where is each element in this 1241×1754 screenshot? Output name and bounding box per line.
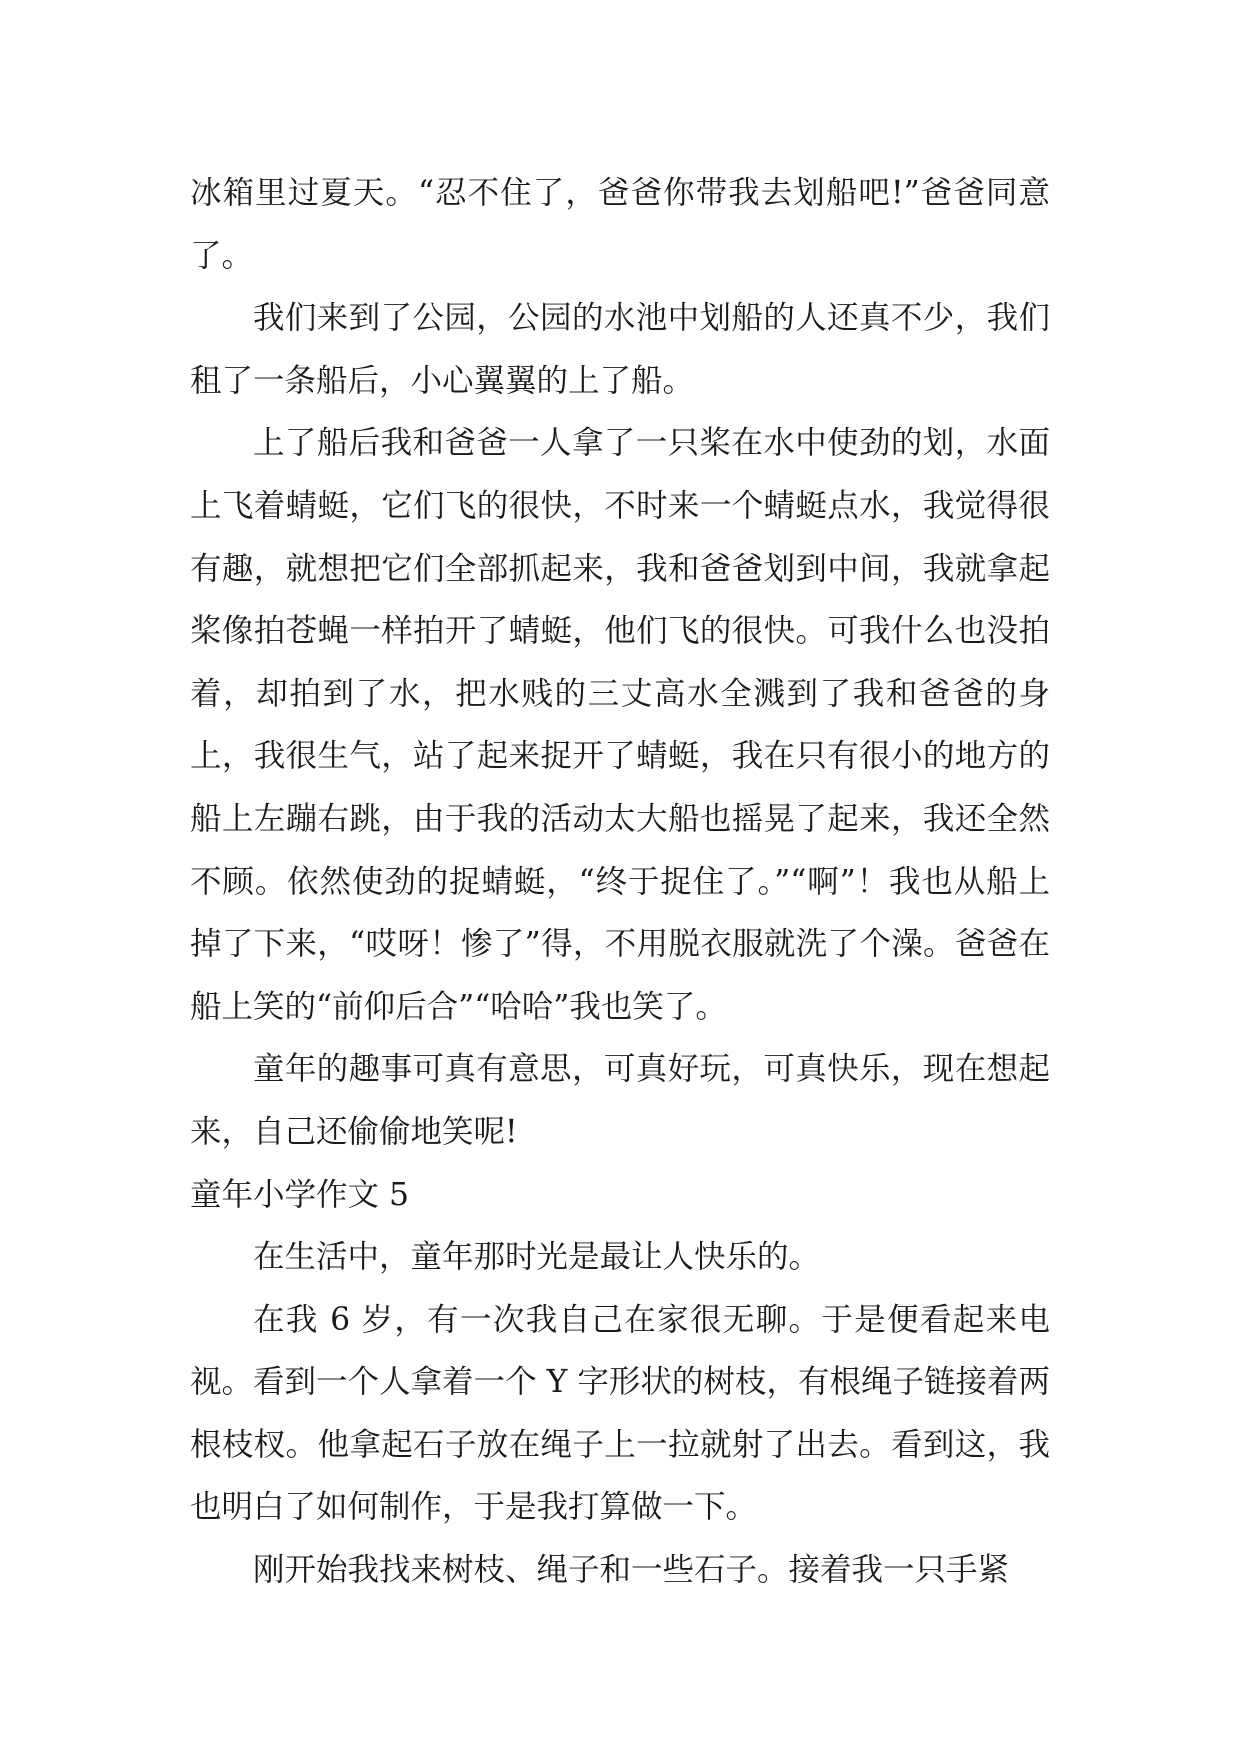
- paragraph-2: 我们来到了公园，公园的水池中划船的人还真不少，我们租了一条船后，小心翼翼的上了船。: [190, 300, 1050, 399]
- paragraph-7: 刚开始我找来树枝、绳子和一些石子。接着我一只手紧: [253, 1552, 1010, 1589]
- paragraph-4: 童年的趣事可真有意思，可真好玩，可真快乐，现在想起来，自己还偷偷地笑呢!: [190, 1051, 1050, 1150]
- section-heading: 童年小学作文 5: [190, 1176, 410, 1213]
- paragraph-6: 在我 6 岁，有一次我自己在家很无聊。于是便看起来电视。看到一个人拿着一个 Y 字形状的树枝，有根绳子链接着两根枝杈。他拿起石子放在绳子上一拉就射了出去。看到这，我也明白了如何制作，于是我打算做一下。: [190, 1301, 1050, 1526]
- paragraph-3: 上了船后我和爸爸一人拿了一只桨在水中使劲的划，水面上飞着蜻蜓，它们飞的很快，不时来一个蜻蜓点水，我觉得很有趣，就想把它们全部抓起来，我和爸爸划到中间，我就拿起桨像拍苍蝇一样拍开了蜻蜓，他们飞的很快。可我什么也没拍着，却拍到了水，把水贱的三丈高水全溅到了我和爸爸的身上，我很生气，站了起来捉开了蜻蜓，我在只有很小的地方的船上左蹦右跳，由于我的活动太大船也摇晃了起来，我还全然不顾。依然使劲的捉蜻蜓，“终于捉住了。”“啊”！我也从船上掉了下来，“哎呀！惨了”得，不用脱衣服就洗了个澡。爸爸在船上笑的“前仰后合”“哈哈”我也笑了。: [190, 425, 1050, 1025]
- paragraph-1: 冰箱里过夏天。“忍不住了，爸爸你带我去划船吧!”爸爸同意了。: [190, 175, 1050, 274]
- paragraph-5: 在生活中，童年那时光是最让人快乐的。: [253, 1239, 821, 1276]
- document-body: [190, 162, 1050, 1602]
